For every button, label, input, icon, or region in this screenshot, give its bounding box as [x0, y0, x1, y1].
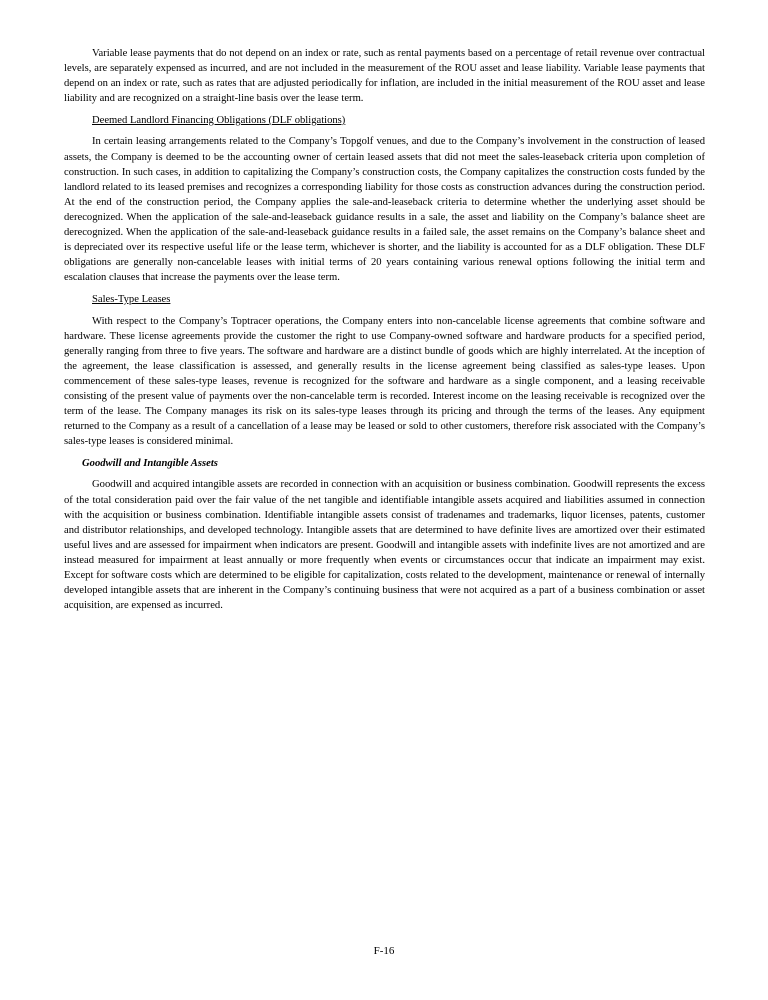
sales-type-subheading	[92, 292, 705, 307]
sales-type-subheading-text: Sales-Type Leases	[92, 293, 171, 305]
dlf-subheading	[92, 113, 705, 128]
goodwill-section-heading: Goodwill and Intangible Assets	[82, 457, 218, 469]
variable-lease-paragraph: Variable lease payments that do not depend on an index or rate, such as rental payments based on a percentage of retail revenue over contractual levels, are separately expensed as incurred, and are not included in the measurement of the ROU asset and lease liability. Variable lease payments that depend on an index or rate, such as rates that are adjusted periodically for inflation, are included in the initial measurement of the ROU asset and lease liability and are recognized on a straight-line basis over the lease term.	[64, 48, 705, 105]
sales-type-paragraph: With respect to the Company’s Toptracer operations, the Company enters into non-cancelable license agreements that combine software and hardware. These license agreements provide the customer the right to use Company-owned software and hardware products for a specified period, generally ranging from three to five years. The software and hardware are a distinct bundle of goods which are highly interrelated. At the inception of the agreement, the lease classification is assessed, and generally results in the license agreement being classified as sales-type leases. Upon commencement of these sales-type leases, revenue is recognized for the software and hardware as a single component, and a leasing receivable consisting of the present value of payments over the non-cancelable term is recorded. Interest income on the leasing receivable is recognized over the term of the lease. The Company manages its risk on its sales-type leases through its pricing and through the terms of the leases. Any equipment returned to the Company as a result of a cancellation of a lease may be leased or sold to other customers, therefore risk associated with the Company’s sales-type leases is considered minimal.	[64, 315, 705, 448]
document-page	[64, 46, 705, 620]
page-number: F-16	[373, 945, 395, 957]
dlf-subheading-text: Deemed Landlord Financing Obligations (DLF obligations)	[92, 114, 346, 126]
dlf-paragraph: In certain leasing arrangements related to the Company’s Topgolf venues, and due to the Company’s involvement in the construction of leased assets, the Company is deemed to be the accounting owner of certain leased assets that did not meet the sales-leaseback criteria upon completion of construction. In such cases, in addition to capitalizing the Company’s construction costs, the Company capitalizes the construction costs funded by the landlord related to its leased premises and recognizes a corresponding liability for those costs as construction advances during the construction period. At the end of the construction period, the Company applies the sale-and-leaseback criteria to determine whether the underlying asset should be derecognized. When the application of the sale-and-leaseback guidance results in a sale, the asset and liability on the Company’s balance sheet are derecognized. When the application of the sale-and-leaseback guidance results in a failed sale, the asset remains on the Company’s balance sheet and is depreciated over its respective useful life or the lease term, whichever is shorter, and the liability is accounted for as a DLF obligation. These DLF obligations are generally non-cancelable leases with initial terms of 20 years containing various renewal options following the initial term and escalation clauses that increase the payments over the lease term.	[64, 136, 705, 284]
goodwill-paragraph: Goodwill and acquired intangible assets are recorded in connection with an acquisition or business combination. Goodwill represents the excess of the total consideration paid over the fair value of the net tangible and identifiable intangible assets acquired and liabilities assumed in connection with the acquisition or business combination. Identifiable intangible assets consist of tradenames and trademarks, liquor licenses, patents, customer and distributor relationships, and developed technology. Intangible assets that are determined to have definite lives are amortized over their estimated useful lives and are assessed for impairment when indicators are present. Goodwill and intangible assets with indefinite lives are not amortized and are instead measured for impairment at least annually or more frequently when events or circumstances occur that indicate an impairment may exist. Except for software costs which are determined to be eligible for capitalization, costs related to the development, maintenance or renewal of internally developed intangible assets that are inherent in the Company’s continuing business that were not acquired as a part of a business combination or asset acquisition, are expensed as incurred.	[64, 479, 705, 612]
